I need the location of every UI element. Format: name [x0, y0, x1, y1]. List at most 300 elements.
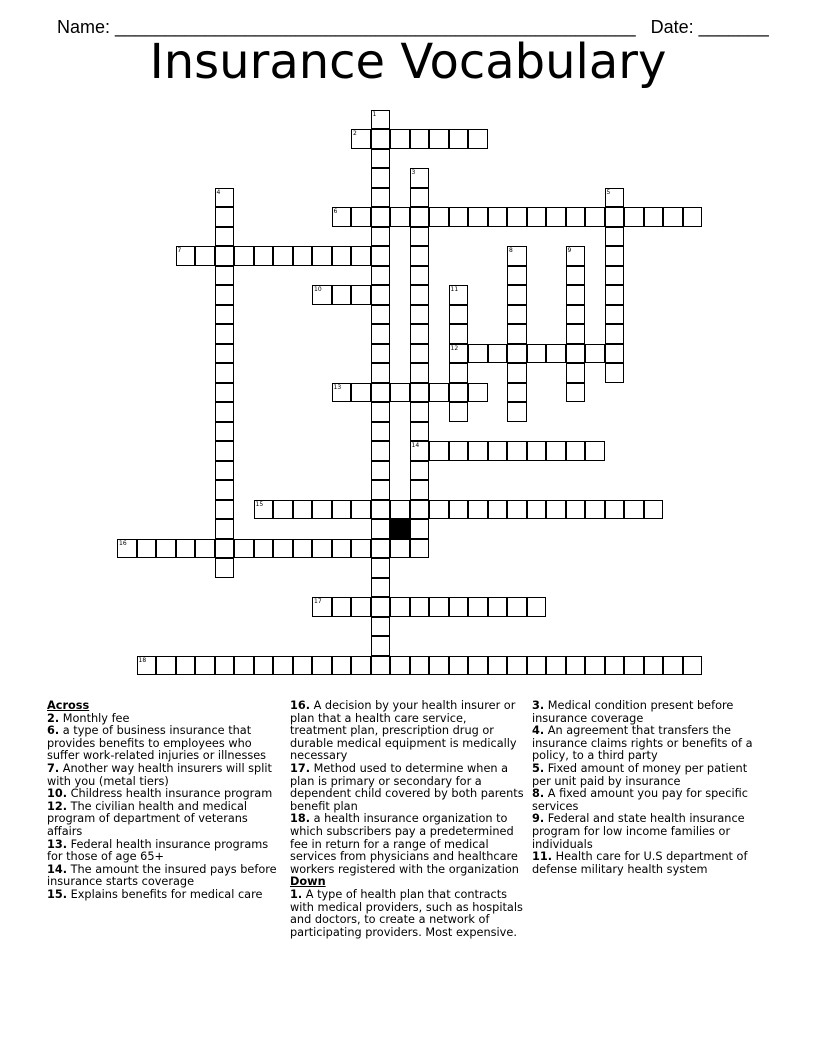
clue-number-label: 10. — [47, 787, 68, 801]
down-clue — [532, 763, 768, 788]
grid-cell[interactable] — [273, 246, 293, 266]
grid-cell[interactable] — [195, 246, 215, 266]
down-clue — [532, 788, 768, 813]
grid-cell[interactable] — [137, 539, 157, 559]
clue-text: Health care for U.S department of defense military health system — [532, 850, 748, 876]
clue-number: 16 — [119, 539, 127, 547]
across-clue — [47, 725, 277, 763]
clues-column-1 — [47, 700, 277, 902]
grid-cell[interactable] — [468, 383, 488, 403]
clue-number: 2 — [353, 130, 357, 137]
grid-cell[interactable] — [215, 324, 235, 344]
grid-cell[interactable] — [410, 129, 430, 149]
grid-cell[interactable] — [488, 441, 508, 461]
clue-number-label: 16. — [290, 699, 311, 712]
grid-cell[interactable] — [566, 500, 586, 520]
grid-cell[interactable] — [410, 363, 430, 383]
grid-cell[interactable] — [312, 285, 332, 305]
grid-cell[interactable] — [566, 363, 586, 383]
grid-cell[interactable] — [410, 422, 430, 442]
grid-cell[interactable] — [371, 305, 391, 325]
clue-number-label: 12. — [47, 799, 68, 813]
grid-cell[interactable] — [410, 383, 430, 403]
grid-cell[interactable] — [215, 383, 235, 403]
grid-cell[interactable] — [371, 519, 391, 539]
name-field-label[interactable]: Name: ____________________________________________________ — [57, 17, 636, 37]
grid-cell[interactable] — [410, 519, 430, 539]
clue-text: A fixed amount you pay for specific services — [532, 787, 748, 813]
grid-cell[interactable] — [371, 246, 391, 266]
grid-cell[interactable] — [215, 656, 235, 676]
grid-cell[interactable] — [390, 597, 410, 617]
grid-cell[interactable] — [332, 656, 352, 676]
grid-cell[interactable] — [312, 597, 332, 617]
clue-number-label: 3. — [532, 699, 545, 712]
grid-cell[interactable] — [273, 500, 293, 520]
grid-cell[interactable] — [449, 597, 469, 617]
grid-cell[interactable] — [371, 207, 391, 227]
grid-cell[interactable] — [390, 207, 410, 227]
grid-cell[interactable] — [449, 344, 469, 364]
grid-cell[interactable] — [371, 500, 391, 520]
across-clue — [47, 864, 277, 889]
grid-cell[interactable] — [215, 305, 235, 325]
clue-number: 14 — [411, 442, 420, 449]
grid-cell[interactable] — [332, 383, 352, 403]
grid-cell[interactable] — [488, 344, 508, 364]
clue-text: a type of business insurance that provides benefits to employees who suffer work-related injuries or illnesses — [47, 724, 267, 763]
grid-cell[interactable] — [605, 344, 625, 364]
grid-cell[interactable] — [312, 500, 332, 520]
grid-cell[interactable] — [176, 539, 196, 559]
clue-number: 1 — [372, 110, 377, 118]
grid-cell[interactable] — [332, 539, 352, 559]
grid-cell[interactable] — [429, 597, 449, 617]
clue-text: The amount the insured pays before insurance starts coverage — [47, 862, 277, 889]
grid-cell[interactable] — [215, 461, 235, 481]
grid-cell[interactable] — [644, 207, 664, 227]
grid-cell[interactable] — [215, 344, 235, 364]
grid-cell[interactable] — [332, 285, 352, 305]
down-clue — [532, 851, 768, 876]
grid-cell[interactable] — [566, 246, 586, 266]
grid-cell[interactable] — [371, 168, 391, 188]
grid-cell[interactable] — [371, 149, 391, 169]
grid-cell[interactable] — [449, 500, 469, 520]
grid-cell[interactable] — [215, 519, 235, 539]
grid-cell[interactable] — [546, 500, 566, 520]
clue-number-label: 13. — [47, 837, 68, 851]
grid-cell[interactable] — [546, 656, 566, 676]
grid-cell[interactable] — [566, 344, 586, 364]
clue-number-label: 15. — [47, 887, 68, 901]
grid-cell[interactable] — [215, 363, 235, 383]
clue-text: An agreement that transfers the insurance claims rights or benefits of a policy, to a third party — [532, 724, 753, 763]
grid-cell[interactable] — [371, 402, 391, 422]
grid-cell[interactable] — [410, 285, 430, 305]
grid-cell[interactable] — [585, 656, 605, 676]
grid-cell[interactable] — [293, 539, 313, 559]
grid-cell[interactable] — [351, 129, 371, 149]
grid-cell[interactable] — [410, 227, 430, 247]
grid-cell[interactable] — [468, 207, 488, 227]
grid-cell[interactable] — [429, 383, 449, 403]
grid-cell[interactable] — [117, 539, 137, 559]
clue-text: A decision by your health insurer or plan that a health care service, treatment plan, prescription drug or durable medical equipment is medically necessary — [290, 699, 517, 763]
grid-cell[interactable] — [371, 383, 391, 403]
grid-cell[interactable] — [585, 500, 605, 520]
grid-cell[interactable] — [371, 188, 391, 208]
clue-text: Federal health insurance programs for those of age 65+ — [47, 837, 269, 864]
grid-cell[interactable] — [410, 500, 430, 520]
grid-cell[interactable] — [449, 285, 469, 305]
grid-cell[interactable] — [449, 207, 469, 227]
grid-cell[interactable] — [507, 402, 527, 422]
grid-cell[interactable] — [371, 129, 391, 149]
grid-cell[interactable] — [371, 578, 391, 598]
grid-cell[interactable] — [605, 324, 625, 344]
grid-cell[interactable] — [566, 207, 586, 227]
grid-cell[interactable] — [390, 383, 410, 403]
grid-cell[interactable] — [410, 188, 430, 208]
grid-cell[interactable] — [371, 480, 391, 500]
grid-cell[interactable] — [449, 441, 469, 461]
grid-cell[interactable] — [371, 441, 391, 461]
grid-cell[interactable] — [449, 363, 469, 383]
clue-number-label: 4. — [532, 724, 545, 738]
page-title: Insurance Vocabulary — [149, 34, 667, 90]
down-heading: Down — [290, 875, 326, 889]
grid-cell[interactable] — [195, 656, 215, 676]
grid-cell[interactable] — [234, 246, 254, 266]
grid-cell[interactable] — [254, 246, 274, 266]
grid-cell[interactable] — [585, 441, 605, 461]
clue-number: 11 — [450, 286, 459, 293]
clue-number: 17 — [314, 598, 322, 605]
grid-cell[interactable] — [605, 363, 625, 383]
clue-number-label: 11. — [532, 850, 553, 864]
grid-cell[interactable] — [507, 597, 527, 617]
across-clue — [47, 889, 277, 902]
grid-cell[interactable] — [605, 207, 625, 227]
grid-cell[interactable] — [566, 383, 586, 403]
clue-number: 9 — [567, 247, 572, 254]
grid-cell[interactable] — [527, 597, 547, 617]
grid-cell[interactable] — [507, 500, 527, 520]
across-clue — [47, 763, 277, 788]
grid-cell[interactable] — [351, 383, 371, 403]
clue-text: Federal and state health insurance program for low income families or individuals — [532, 812, 745, 851]
grid-cell[interactable] — [215, 227, 235, 247]
grid-cell[interactable] — [410, 207, 430, 227]
grid-cell[interactable] — [215, 207, 235, 227]
grid-cell[interactable] — [351, 656, 371, 676]
grid-cell[interactable] — [215, 500, 235, 520]
grid-cell[interactable] — [410, 539, 430, 559]
clue-number-label: 17. — [290, 761, 311, 775]
grid-cell[interactable] — [507, 363, 527, 383]
grid-cell[interactable] — [371, 285, 391, 305]
grid-cell[interactable] — [137, 656, 157, 676]
grid-cell[interactable] — [624, 207, 644, 227]
grid-cell[interactable] — [644, 500, 664, 520]
grid-cell[interactable] — [351, 597, 371, 617]
grid-cell[interactable] — [215, 402, 235, 422]
clue-number-label: 2. — [47, 711, 60, 725]
grid-cell[interactable] — [546, 207, 566, 227]
grid-cell[interactable] — [605, 285, 625, 305]
grid-cell[interactable] — [429, 207, 449, 227]
grid-cell[interactable] — [332, 246, 352, 266]
clue-text: Another way health insurers will split with you (metal tiers) — [47, 761, 272, 788]
clue-number: 12 — [450, 344, 459, 352]
grid-cell[interactable] — [507, 344, 527, 364]
grid-cell[interactable] — [293, 500, 313, 520]
grid-cell[interactable] — [351, 539, 371, 559]
across-clue-list-a — [47, 713, 277, 902]
grid-cell[interactable] — [410, 656, 430, 676]
grid-cell[interactable] — [468, 441, 488, 461]
grid-cell[interactable] — [507, 266, 527, 286]
grid-cell[interactable] — [371, 266, 391, 286]
grid-cell[interactable] — [215, 441, 235, 461]
grid-cell[interactable] — [507, 441, 527, 461]
clue-number: 3 — [411, 169, 416, 176]
grid-cell[interactable] — [371, 558, 391, 578]
grid-cell[interactable] — [566, 441, 586, 461]
grid-cell[interactable] — [429, 441, 449, 461]
grid-cell[interactable] — [371, 324, 391, 344]
grid-cell[interactable] — [429, 500, 449, 520]
clue-number-label: 5. — [532, 761, 545, 775]
grid-cell[interactable] — [624, 656, 644, 676]
grid-cell[interactable] — [449, 656, 469, 676]
grid-cell[interactable] — [156, 656, 176, 676]
grid-cell[interactable] — [663, 207, 683, 227]
grid-cell[interactable] — [605, 656, 625, 676]
clues-column-2 — [290, 700, 526, 939]
grid-cell[interactable] — [468, 344, 488, 364]
grid-cell[interactable] — [410, 324, 430, 344]
across-clue — [290, 763, 526, 813]
grid-cell[interactable] — [605, 266, 625, 286]
grid-cell[interactable] — [683, 656, 703, 676]
across-clue-list-b — [290, 700, 526, 876]
grid-cell[interactable] — [371, 617, 391, 637]
grid-cell[interactable] — [273, 656, 293, 676]
grid-cell[interactable] — [390, 539, 410, 559]
grid-cell[interactable] — [351, 207, 371, 227]
clue-text: The civilian health and medical program of department of veterans affairs — [47, 799, 248, 838]
grid-cell[interactable] — [215, 266, 235, 286]
grid-cell[interactable] — [371, 656, 391, 676]
grid-cell[interactable] — [546, 344, 566, 364]
grid-cell[interactable] — [429, 129, 449, 149]
grid-cell[interactable] — [176, 246, 196, 266]
grid-cell[interactable] — [371, 110, 391, 130]
grid-cell[interactable] — [176, 656, 196, 676]
grid-cell[interactable] — [156, 539, 176, 559]
down-clue-list-a — [290, 889, 526, 939]
grid-cell[interactable] — [585, 344, 605, 364]
grid-cell[interactable] — [390, 500, 410, 520]
grid-cell[interactable] — [566, 324, 586, 344]
grid-cell[interactable] — [234, 656, 254, 676]
grid-cell[interactable] — [507, 285, 527, 305]
grid-cell[interactable] — [410, 402, 430, 422]
grid-cell[interactable] — [644, 656, 664, 676]
grid-cell[interactable] — [410, 480, 430, 500]
clue-text: Childress health insurance program — [67, 787, 273, 801]
down-clue — [290, 889, 526, 939]
clue-number: 8 — [509, 247, 513, 254]
clue-number-label: 14. — [47, 862, 68, 876]
grid-cell[interactable] — [312, 539, 332, 559]
grid-cell[interactable] — [215, 539, 235, 559]
grid-cell[interactable] — [351, 285, 371, 305]
grid-cell[interactable] — [527, 344, 547, 364]
clue-number: 10 — [314, 286, 322, 293]
grid-cell[interactable] — [527, 441, 547, 461]
grid-cell[interactable] — [605, 500, 625, 520]
grid-cell[interactable] — [332, 597, 352, 617]
clue-number-label: 8. — [532, 787, 545, 801]
grid-cell[interactable] — [312, 246, 332, 266]
grid-cell[interactable] — [371, 344, 391, 364]
grid-cell[interactable] — [507, 383, 527, 403]
grid-cell[interactable] — [507, 207, 527, 227]
grid-cell[interactable] — [215, 422, 235, 442]
grid-cell[interactable] — [507, 656, 527, 676]
grid-cell[interactable] — [605, 227, 625, 247]
grid-cell[interactable] — [566, 285, 586, 305]
grid-cell[interactable] — [371, 422, 391, 442]
grid-cell[interactable] — [507, 305, 527, 325]
grid-cell[interactable] — [371, 636, 391, 656]
grid-cell[interactable] — [371, 227, 391, 247]
grid-cell[interactable] — [254, 539, 274, 559]
grid-block-cell — [390, 519, 410, 539]
grid-cell[interactable] — [332, 207, 352, 227]
clue-number-label: 6. — [47, 724, 60, 738]
grid-cell[interactable] — [215, 246, 235, 266]
grid-cell[interactable] — [468, 500, 488, 520]
grid-cell[interactable] — [215, 285, 235, 305]
grid-cell[interactable] — [468, 597, 488, 617]
across-clue — [47, 839, 277, 864]
grid-cell[interactable] — [410, 461, 430, 481]
grid-cell[interactable] — [332, 500, 352, 520]
grid-cell[interactable] — [234, 539, 254, 559]
down-clue — [532, 725, 768, 763]
grid-cell[interactable] — [410, 266, 430, 286]
grid-cell[interactable] — [468, 129, 488, 149]
clue-text: Monthly fee — [59, 711, 130, 725]
grid-cell[interactable] — [449, 402, 469, 422]
grid-cell[interactable] — [527, 207, 547, 227]
grid-cell[interactable] — [546, 441, 566, 461]
grid-cell[interactable] — [429, 656, 449, 676]
grid-cell[interactable] — [468, 656, 488, 676]
grid-cell[interactable] — [410, 344, 430, 364]
grid-cell[interactable] — [371, 461, 391, 481]
grid-cell[interactable] — [390, 656, 410, 676]
across-heading: Across — [47, 699, 90, 712]
clues-column-3 — [532, 700, 768, 876]
clue-number: 7 — [177, 247, 182, 254]
grid-cell[interactable] — [449, 324, 469, 344]
grid-cell[interactable] — [371, 539, 391, 559]
clue-number-label: 7. — [47, 761, 60, 775]
across-clue — [290, 813, 526, 876]
clue-number: 5 — [606, 188, 611, 196]
across-clue — [47, 801, 277, 839]
grid-cell[interactable] — [351, 246, 371, 266]
grid-cell[interactable] — [410, 597, 430, 617]
grid-cell[interactable] — [449, 383, 469, 403]
grid-cell[interactable] — [390, 129, 410, 149]
grid-cell[interactable] — [215, 558, 235, 578]
grid-cell[interactable] — [566, 656, 586, 676]
grid-cell[interactable] — [624, 500, 644, 520]
grid-cell[interactable] — [507, 324, 527, 344]
grid-cell[interactable] — [215, 188, 235, 208]
grid-cell[interactable] — [507, 246, 527, 266]
grid-cell[interactable] — [254, 656, 274, 676]
grid-cell[interactable] — [449, 305, 469, 325]
grid-cell[interactable] — [410, 246, 430, 266]
grid-cell[interactable] — [371, 597, 391, 617]
grid-cell[interactable] — [371, 363, 391, 383]
grid-cell[interactable] — [273, 539, 293, 559]
grid-cell[interactable] — [566, 266, 586, 286]
grid-cell[interactable] — [663, 656, 683, 676]
grid-cell[interactable] — [351, 500, 371, 520]
grid-cell[interactable] — [254, 500, 274, 520]
clue-number: 4 — [216, 188, 221, 196]
clue-number: 6 — [333, 208, 338, 215]
grid-cell[interactable] — [605, 246, 625, 266]
grid-cell[interactable] — [488, 207, 508, 227]
grid-cell[interactable] — [488, 656, 508, 676]
grid-cell[interactable] — [527, 656, 547, 676]
grid-cell[interactable] — [410, 441, 430, 461]
clue-text: Medical condition present before insurance coverage — [532, 699, 734, 725]
grid-cell[interactable] — [488, 597, 508, 617]
grid-cell[interactable] — [293, 656, 313, 676]
grid-cell[interactable] — [527, 500, 547, 520]
grid-cell[interactable] — [449, 129, 469, 149]
clue-number: 15 — [255, 500, 264, 508]
down-clue — [532, 700, 768, 725]
date-field-label[interactable]: Date: _______ — [650, 17, 769, 37]
grid-cell[interactable] — [605, 305, 625, 325]
grid-cell[interactable] — [605, 188, 625, 208]
grid-cell[interactable] — [215, 480, 235, 500]
across-clue — [290, 700, 526, 763]
grid-cell[interactable] — [585, 207, 605, 227]
grid-cell[interactable] — [683, 207, 703, 227]
grid-cell[interactable] — [488, 500, 508, 520]
clue-number-label: 9. — [532, 812, 545, 826]
grid-cell[interactable] — [312, 656, 332, 676]
grid-cell[interactable] — [195, 539, 215, 559]
grid-cell[interactable] — [566, 305, 586, 325]
grid-cell[interactable] — [410, 168, 430, 188]
grid-cell[interactable] — [293, 246, 313, 266]
clue-number: 18 — [138, 656, 147, 664]
grid-cell[interactable] — [410, 305, 430, 325]
